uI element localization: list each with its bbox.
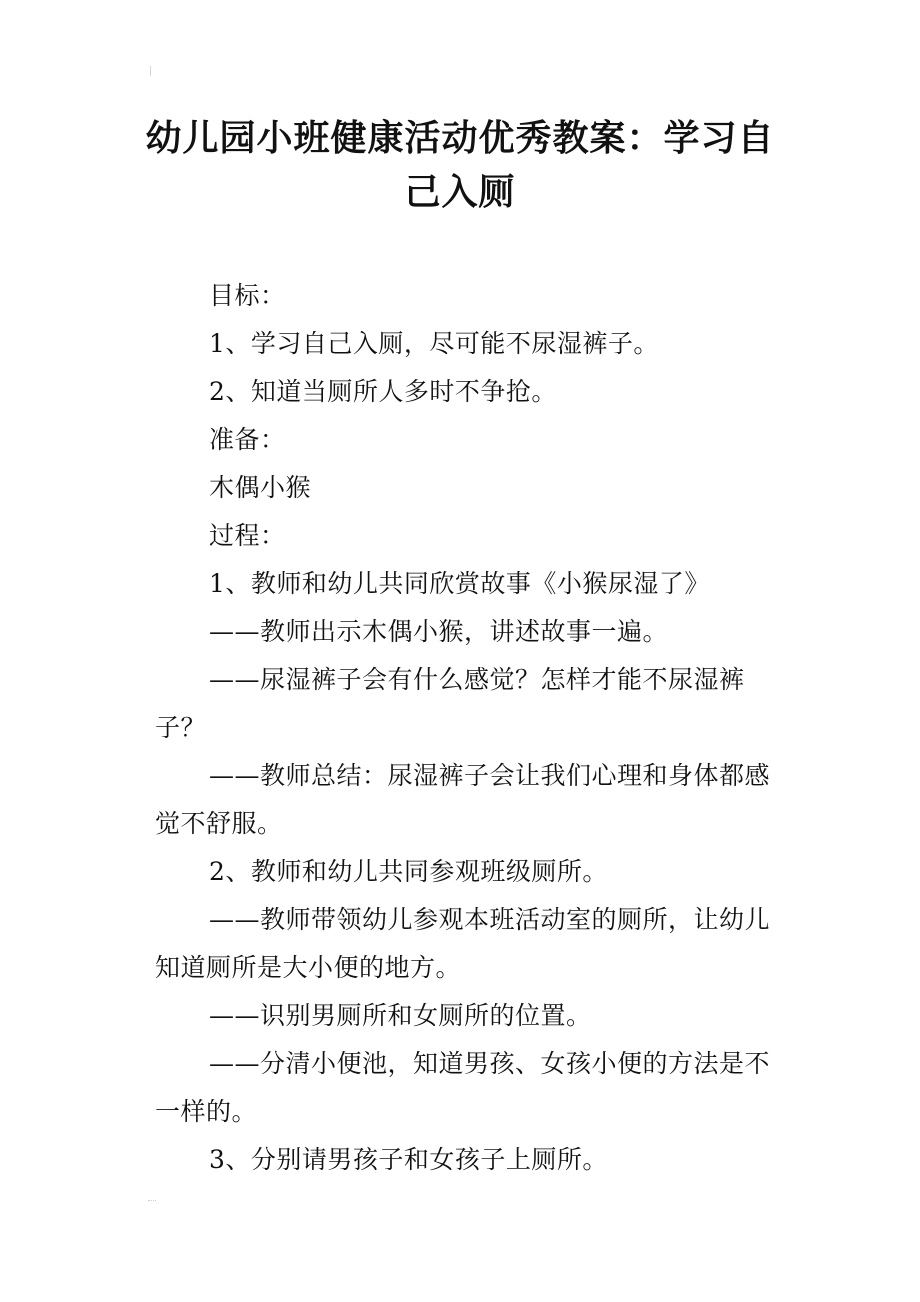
paragraph-step-1a: ——教师出示木偶小猴，讲述故事一遍。: [209, 617, 669, 646]
document-title: 幼儿园小班健康活动优秀教案：学习自己入厕: [145, 118, 775, 213]
paragraph-step-2a: ——教师带领幼儿参观本班活动室的厕所，让幼儿知道厕所是大小便的地方。: [155, 905, 771, 982]
paragraph-process-heading: 过程：: [209, 521, 286, 550]
top-left-crop-mark: [150, 66, 157, 76]
paragraph-step-1b: ——尿湿裤子会有什么感觉？怎样才能不尿湿裤子？: [155, 665, 745, 742]
paragraph-step-1: 1、教师和幼儿共同欣赏故事《小猴尿湿了》: [209, 569, 710, 598]
paragraph-step-2b: ——识别男厕所和女厕所的位置。: [209, 1001, 592, 1030]
paragraph-step-2c: ——分清小便池，知道男孩、女孩小便的方法是不一样的。: [155, 1049, 771, 1126]
document-body: [155, 272, 771, 1184]
paragraph-step-2: 2、教师和幼儿共同参观班级厕所。: [209, 857, 608, 886]
paragraph-goal-2: 2、知道当厕所人多时不争抢。: [209, 377, 557, 406]
paragraph-prep-heading: 准备：: [209, 425, 286, 454]
paragraph-goal-heading: 目标：: [209, 281, 286, 310]
paragraph-step-1c: ——教师总结：尿湿裤子会让我们心理和身体都感觉不舒服。: [155, 761, 771, 838]
paragraph-step-3: 3、分别请男孩子和女孩子上厕所。: [209, 1145, 608, 1174]
bottom-left-crop-mark: [148, 1192, 156, 1201]
paragraph-goal-1: 1、学习自己入厕，尽可能不尿湿裤子。: [209, 329, 659, 358]
paragraph-prep-item: 木偶小猴: [209, 473, 312, 502]
